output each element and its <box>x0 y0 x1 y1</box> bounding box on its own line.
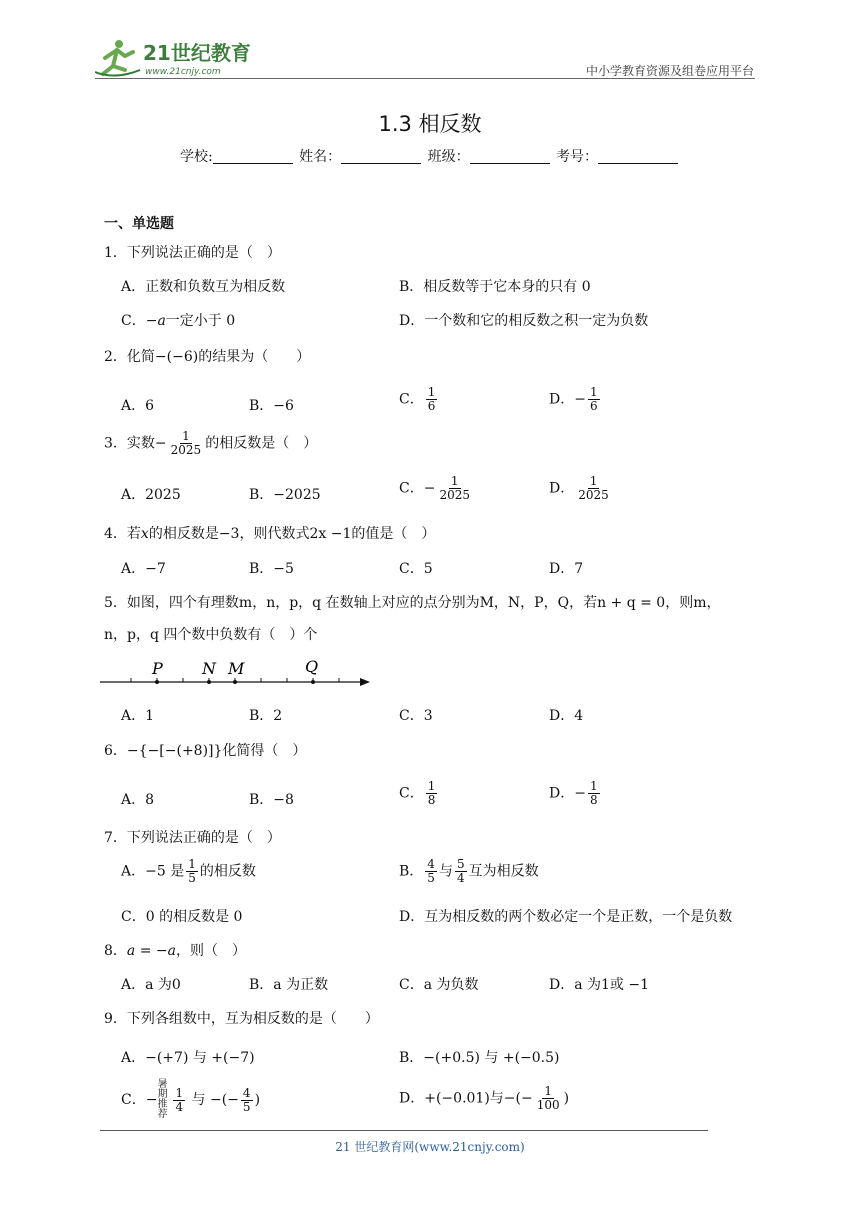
section-heading: 一、单选题 <box>104 216 174 232</box>
student-info-fields <box>0 146 860 166</box>
fraction: $\frac{1}{2025}$ <box>170 429 202 457</box>
q3-option-b: B．−2025 <box>249 487 321 503</box>
fraction: $\frac{1}{6}$ <box>427 385 436 413</box>
class-field[interactable] <box>470 149 550 164</box>
question-8: 8．a = −a，则（ ） <box>104 943 246 959</box>
logo-url: www.21cnjy.com <box>145 67 221 77</box>
exam-no-label: 考号： <box>556 149 599 165</box>
label-n: N <box>202 659 216 678</box>
q9-option-a: A．−(+7) 与 +(−7) <box>121 1050 255 1066</box>
question-3: 3．实数− $\frac{1}{2025}$ 的相反数是（ ） <box>104 429 318 457</box>
q2-option-c: C． $\frac{1}{6}$ <box>399 385 436 413</box>
q1-option-b: B．相反数等于它本身的只有 0 <box>399 279 591 295</box>
q5-option-c: C．3 <box>399 708 433 724</box>
footer-link[interactable]: 21 世纪教育网(www.21cnjy.com) <box>335 1140 525 1154</box>
q7-option-d: D．互为相反数的两个数必定一个是正数，一个是负数 <box>399 909 733 925</box>
school-field[interactable] <box>213 149 293 164</box>
q5-option-b: B．2 <box>249 708 283 724</box>
point-m <box>233 680 237 684</box>
fraction: $\frac{1}{2025}$ <box>578 474 609 502</box>
q3-option-c: C．− $\frac{1}{2025}$ <box>399 474 470 502</box>
point-p <box>155 680 159 684</box>
q5-option-a: A．1 <box>121 708 155 724</box>
header-divider <box>95 78 755 79</box>
q6-option-c: C． $\frac{1}{8}$ <box>399 779 436 807</box>
question-2: 2．化简−(−6)的结果为（ ） <box>104 349 311 365</box>
q4-option-d: D．7 <box>549 561 584 577</box>
q9-option-c: C．−暑期推荐 $\frac{1}{4}$ 与 −(− $\frac{4}{5}$ ) <box>121 1079 261 1120</box>
q1-option-c: C．−a一定小于 0 <box>121 313 236 329</box>
q1-option-a: A．正数和负数互为相反数 <box>121 279 286 295</box>
q8-option-b: B．a 为正数 <box>249 977 329 993</box>
question-9: 9．下列各组数中，互为相反数的是（ ） <box>104 1011 379 1027</box>
q5-option-d: D．4 <box>549 708 584 724</box>
q6-option-d: D．− $\frac{1}{8}$ <box>549 779 598 807</box>
question-5-line2: n，p，q 四个数中负数有（ ）个 <box>104 627 318 643</box>
q8-option-a: A．a 为0 <box>121 977 181 993</box>
fraction: $\frac{4}{5}$ <box>427 857 435 885</box>
label-m: M <box>228 659 245 678</box>
q2-option-d: D．− $\frac{1}{6}$ <box>549 385 598 413</box>
logo-text: 21世纪教育 <box>143 41 251 65</box>
q7-option-c: C．0 的相反数是 0 <box>121 909 243 925</box>
class-label: 班级： <box>427 149 470 165</box>
q6-option-a: A．8 <box>121 792 155 808</box>
q6-option-b: B．−8 <box>249 792 294 808</box>
fraction: $\frac{1}{8}$ <box>589 779 598 807</box>
number-line-figure <box>98 654 374 690</box>
name-field[interactable] <box>341 149 421 164</box>
label-q: Q <box>305 657 319 676</box>
fraction: $\frac{1}{6}$ <box>589 385 598 413</box>
fraction: $\frac{1}{2025}$ <box>439 474 470 502</box>
school-label: 学校: <box>179 149 213 165</box>
q4-option-a: A．−7 <box>121 561 166 577</box>
question-7: 7．下列说法正确的是（ ） <box>104 830 281 846</box>
header-platform-text: 中小学教育资源及组卷应用平台 <box>585 64 754 78</box>
point-q <box>311 680 315 684</box>
fraction: $\frac{1}{8}$ <box>427 779 436 807</box>
q1-option-d: D．一个数和它的相反数之积一定为负数 <box>399 313 649 329</box>
page-title: 1.3 相反数 <box>378 112 482 136</box>
q2-option-b: B．−6 <box>249 398 294 414</box>
q2-option-a: A．6 <box>121 398 155 414</box>
label-p: P <box>152 659 163 678</box>
q4-option-b: B．−5 <box>249 561 294 577</box>
question-1: 1．下列说法正确的是（ ） <box>104 245 281 261</box>
q9-option-b: B．−(+0.5) 与 +(−0.5) <box>399 1050 560 1066</box>
q4-option-c: C．5 <box>399 561 433 577</box>
q7-option-b: B． $\frac{4}{5}$ 与 $\frac{5}{4}$ 互为相反数 <box>399 857 539 885</box>
question-5: 5．如图，四个有理数m，n，p，q 在数轴上对应的点分别为M，N，P，Q，若n + q = 0，则m， <box>104 595 721 611</box>
q8-option-d: D．a 为1或 −1 <box>549 977 650 993</box>
fraction: $\frac{1}{100}$ <box>536 1084 560 1112</box>
arrow-head-icon <box>360 678 370 686</box>
footer-divider <box>100 1130 708 1131</box>
name-label: 姓名： <box>299 149 342 165</box>
question-6: 6．−{−[−(+8)]}化简得（ ） <box>104 743 307 759</box>
fraction: $\frac{5}{4}$ <box>456 857 465 885</box>
fraction: $\frac{4}{5}$ <box>242 1085 251 1114</box>
fraction: $\frac{1}{4}$ <box>175 1085 184 1114</box>
runner-icon <box>95 40 140 76</box>
q8-option-c: C．a 为负数 <box>399 977 479 993</box>
q7-option-a: A．−5 是 $\frac{1}{5}$ 的相反数 <box>121 857 256 885</box>
exam-no-field[interactable] <box>598 149 678 164</box>
q3-option-d: D． $\frac{1}{2025}$ <box>549 474 609 502</box>
q3-option-a: A．2025 <box>121 487 181 503</box>
q9-option-d: D．+(−0.01)与−(− $\frac{1}{100}$ ) <box>399 1084 570 1112</box>
point-n <box>207 680 211 684</box>
watermark-text: 暑期推荐 <box>157 1079 168 1120</box>
fraction: $\frac{1}{5}$ <box>188 857 196 885</box>
site-logo <box>95 36 260 78</box>
question-4: 4．若x的相反数是−3，则代数式2x −1的值是（ ） <box>104 526 436 542</box>
